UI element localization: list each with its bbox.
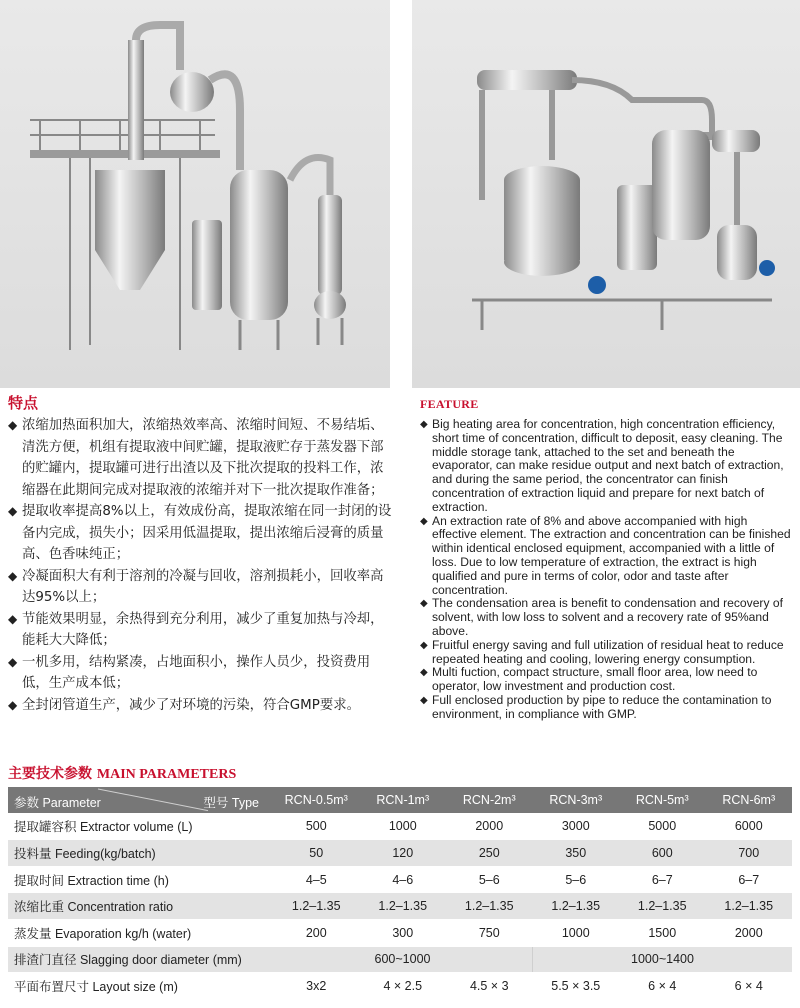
table-cell: 3000 (533, 813, 620, 840)
header-type: 型号 Type (203, 796, 259, 810)
table-cell: 4–6 (360, 866, 447, 893)
equipment-photo-left (0, 0, 390, 388)
feature-en-item: ◆ Multi fuction, compact structure, small floor area, low need to operator, low investment and production cost. (420, 666, 792, 694)
header-model: RCN-0.5m³ (273, 787, 360, 813)
row-label: 平面布置尺寸 Layout size (m) (8, 973, 273, 1000)
table-row (8, 866, 792, 893)
table-cell: 300 (360, 919, 447, 946)
features-cn-title: 特点 (8, 394, 39, 412)
table-cell: 6–7 (706, 866, 793, 893)
table-cell: 1000 (533, 919, 620, 946)
feature-en-item: ◆ Full enclosed production by pipe to reduce the contamination to environment, in compliance with GMP. (420, 694, 792, 722)
table-cell: 1.2–1.35 (533, 893, 620, 920)
table-cell: 350 (533, 840, 620, 867)
table-cell: 6000 (706, 813, 793, 840)
table-cell: 3x2 (273, 973, 360, 1000)
table-row (8, 919, 792, 946)
table-row (8, 893, 792, 920)
table-cell: 250 (446, 840, 533, 867)
header-model: RCN-6m³ (706, 787, 793, 813)
params-title-en: MAIN PARAMETERS (96, 767, 237, 782)
table-cell: 700 (706, 840, 793, 867)
header-model: RCN-2m³ (446, 787, 533, 813)
table-row (8, 973, 792, 1000)
row-label: 浓缩比重 Concentration ratio (8, 893, 273, 920)
extraction-concentration-unit-illustration-2 (412, 0, 800, 388)
table-cell: 1.2–1.35 (619, 893, 706, 920)
feature-cn-item: ◆ 冷凝面积大有利于溶剂的冷凝与回收，溶剂损耗小，回收率高达95%以上； (8, 566, 392, 609)
header-corner-cell (8, 787, 273, 813)
table-cell: 2000 (706, 919, 793, 946)
row-label: 投料量 Feeding(kg/batch) (8, 840, 273, 867)
table-cell: 750 (446, 919, 533, 946)
table-cell: 1.2–1.35 (706, 893, 793, 920)
features-en-list (420, 418, 792, 722)
table-cell: 5.5 × 3.5 (533, 973, 620, 1000)
table-row (8, 946, 792, 973)
table-row (8, 840, 792, 867)
row-label: 提取罐容积 Extractor volume (L) (8, 813, 273, 840)
table-cell: 1.2–1.35 (273, 893, 360, 920)
feature-cn-item: ◆ 节能效果明显，余热得到充分利用，减少了重复加热与冷却，能耗大大降低； (8, 609, 392, 652)
table-cell: 600 (619, 840, 706, 867)
header-parameter: 参数 Parameter (14, 796, 101, 810)
table-cell: 500 (273, 813, 360, 840)
table-cell: 50 (273, 840, 360, 867)
feature-cn-item: ◆ 一机多用，结构紧凑，占地面积小，操作人员少，投资费用低，生产成本低； (8, 652, 392, 695)
features-cn-list (8, 415, 392, 716)
feature-en-item: ◆ Big heating area for concentration, high concentration efficiency, short time of concentration, difficult to deposit, easy cleaning. The middle storage tank, attached to the set and beneath the evaporator, can make residue output and next batch of extraction, and during the same period, the concentrator can finish concentration of extraction liquid and prepare for next batch of extraction. (420, 418, 792, 515)
table-cell: 6 × 4 (619, 973, 706, 1000)
table-cell: 1.2–1.35 (446, 893, 533, 920)
header-model: RCN-1m³ (360, 787, 447, 813)
table-cell: 1.2–1.35 (360, 893, 447, 920)
equipment-photo-right (412, 0, 800, 388)
header-model: RCN-3m³ (533, 787, 620, 813)
params-title-cn: 主要技术参数 (8, 766, 92, 782)
table-cell: 5000 (619, 813, 706, 840)
table-cell: 4 × 2.5 (360, 973, 447, 1000)
table-cell: 1500 (619, 919, 706, 946)
table-cell: 6 × 4 (706, 973, 793, 1000)
parameters-table (8, 787, 792, 1000)
feature-en-item: ◆ The condensation area is benefit to condensation and recovery of solvent, with low loss to solvent and a recovery rate of 95%and above. (420, 597, 792, 638)
table-cell-merged: 1000~1400 (533, 946, 793, 973)
table-cell: 5–6 (533, 866, 620, 893)
feature-en-item: ◆ Fruitful energy saving and full utilization of residual heat to reduce repeated heating and cooling, lowering energy consumption. (420, 639, 792, 667)
extraction-concentration-unit-illustration (0, 0, 390, 388)
feature-cn-item: ◆ 全封闭管道生产，减少了对环境的污染，符合GMP要求。 (8, 695, 392, 717)
table-cell: 6–7 (619, 866, 706, 893)
table-cell-merged: 600~1000 (273, 946, 533, 973)
params-title (8, 763, 236, 783)
table-row (8, 813, 792, 840)
table-cell: 5–6 (446, 866, 533, 893)
header-model: RCN-5m³ (619, 787, 706, 813)
feature-cn-item: ◆ 提取收率提高8%以上，有效成份高，提取浓缩在同一封闭的设备内完成，损失小；因采用低温提取，提出浓缩后浸膏的质量高、色香味纯正； (8, 501, 392, 566)
row-label: 蒸发量 Evaporation kg/h (water) (8, 919, 273, 946)
row-label: 排渣门直径 Slagging door diameter (mm) (8, 946, 273, 973)
table-cell: 4.5 × 3 (446, 973, 533, 1000)
features-en-title: FEATURE (420, 397, 479, 411)
feature-en-item: ◆ An extraction rate of 8% and above accompanied with high effective element. The extraction and concentration can be finished within identical enclosed equipment, accompanied with a little of loss. Due to low temperature of extraction, the extract is high qualified and pure in terms of color, odor and taste after concentration. (420, 515, 792, 598)
table-cell: 200 (273, 919, 360, 946)
table-cell: 4–5 (273, 866, 360, 893)
table-cell: 120 (360, 840, 447, 867)
table-cell: 1000 (360, 813, 447, 840)
table-header-row (8, 787, 792, 813)
table-cell: 2000 (446, 813, 533, 840)
row-label: 提取时间 Extraction time (h) (8, 866, 273, 893)
feature-cn-item: ◆ 浓缩加热面积加大，浓缩热效率高、浓缩时间短、不易结垢、清洗方便，机组有提取液中间贮罐，提取液贮存于蒸发器下部的贮罐内，提取罐可进行出渣以及下批次提取的投料工作，浓缩器在此期间完成对提取液的浓缩并对下一批次提取作准备； (8, 415, 392, 501)
